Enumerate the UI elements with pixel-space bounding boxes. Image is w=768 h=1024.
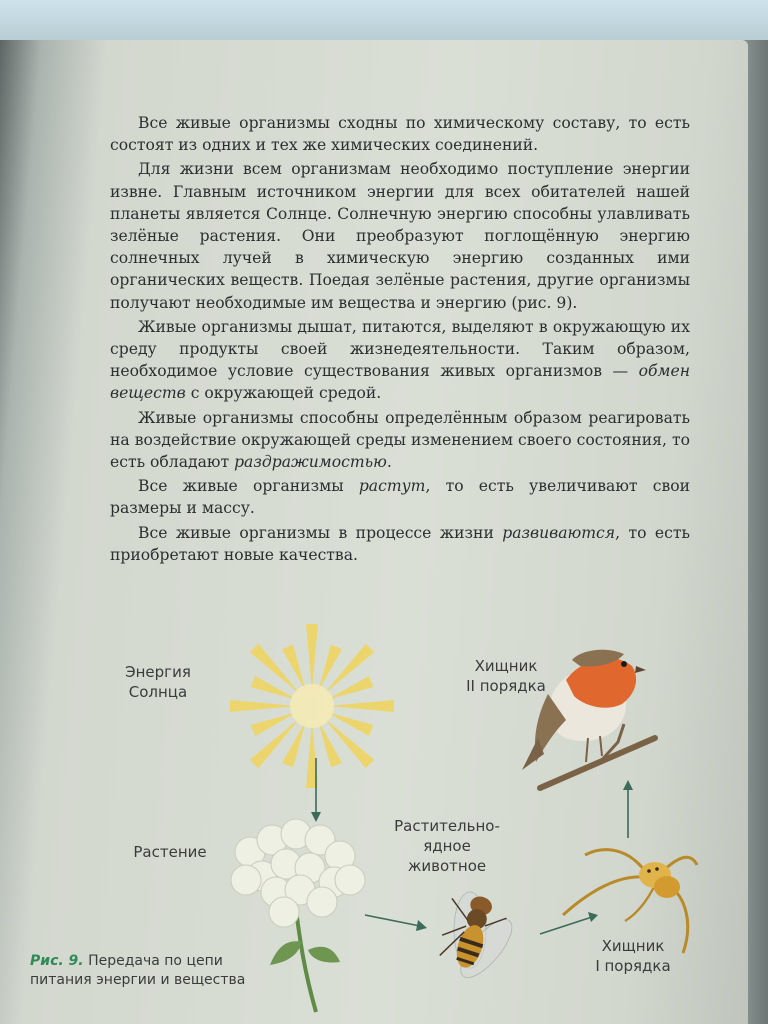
figure-caption — [30, 952, 280, 990]
label-sun: Энергия Солнца — [125, 663, 191, 701]
paragraph-text: Для жизни всем организмам необходимо поступление энергии извне. Главным источником энергии для всех обитателей нашей планеты является Солнце. Солнечную энергию способны улавливать зелёные растения. Они преобразуют поглощённую энергию солнечных лучей в химическую энергию созданных ими органических веществ. Поедая зелёные растения, другие организмы получают необходимые им вещества и энергию (рис. 9). — [110, 160, 690, 312]
flower-head — [335, 865, 365, 895]
paragraph — [110, 522, 690, 566]
paragraph — [110, 112, 690, 156]
figure-number: Рис. 9. — [30, 953, 84, 969]
arrow-plant-to-herbivore — [365, 915, 427, 931]
paragraph-text: . — [386, 453, 392, 472]
paragraph — [110, 407, 690, 474]
label-predator2: Хищник II порядка — [466, 657, 546, 695]
paragraph-text: Живые организмы дышат, питаются, выделяют в окружающую их среду продукты своей жизнедеятельности. Таким образом, необходимое условие существования живых организмов — — [110, 317, 690, 381]
arrow-herbivore-to-predator1 — [540, 912, 598, 934]
arrow-predator1-to-predator2 — [623, 780, 633, 838]
flower-head — [269, 897, 299, 927]
paragraph — [110, 158, 690, 313]
paragraph-text: Все живые организмы сходны по химическому составу, то есть состоят из одних и тех же химических соединений. — [110, 114, 690, 155]
paragraph-text: Все живые организмы в процессе жизни — [138, 523, 503, 542]
emphasized-term: обмен веществ — [110, 362, 690, 403]
flower-head — [307, 887, 337, 917]
herbivore-illustration — [429, 883, 529, 994]
label-predator1: Хищник I порядка — [595, 937, 671, 975]
sun-ray — [328, 700, 394, 712]
figure-caption-text: Передача по цепи питания энергии и вещества — [30, 953, 246, 988]
paragraph — [110, 475, 690, 519]
emphasized-term: развиваются — [502, 523, 616, 542]
flower-head — [231, 865, 261, 895]
paragraph-text: Все живые организмы — [138, 477, 359, 496]
paragraph-text: Живые организмы способны определённым образом реагировать на воздействие окружающей среды изменением своего состояния, то есть обладают — [110, 408, 690, 472]
paragraph-text: , то есть приобретают новые качества. — [110, 523, 691, 564]
emphasized-term: раздражимостью — [234, 453, 387, 472]
paragraph — [110, 316, 690, 405]
paragraph-text: с окружающей средой. — [185, 384, 382, 403]
sun-ray — [230, 700, 296, 712]
sun-illustration — [230, 624, 394, 788]
sun-ray — [306, 624, 318, 690]
paragraph-text: , то есть увеличивают свои размеры и массу. — [110, 477, 690, 518]
label-herbivore: Растительно- ядное животное — [394, 817, 500, 875]
body-text — [110, 112, 690, 566]
label-plant: Растение — [133, 843, 207, 861]
emphasized-term: растут — [358, 477, 426, 496]
